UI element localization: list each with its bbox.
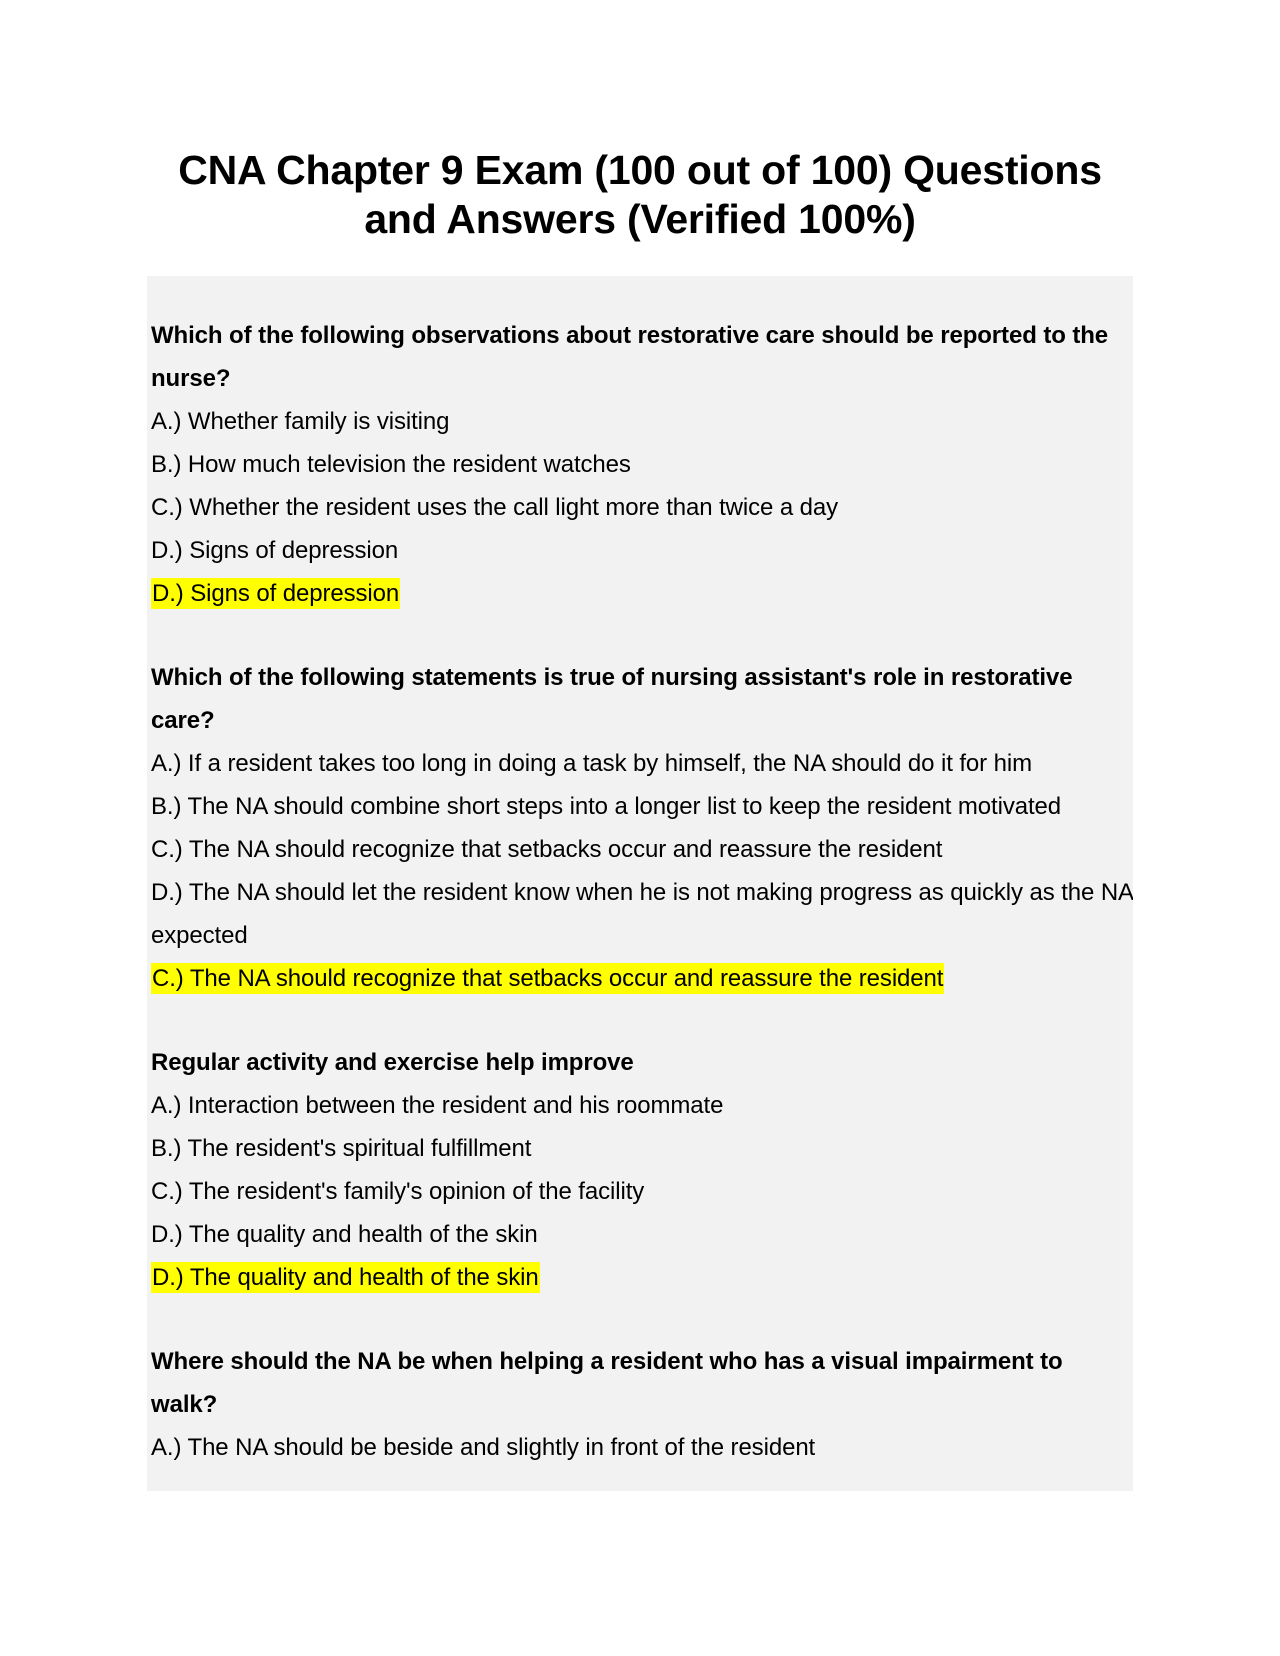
- answer-highlight: D.) The quality and health of the skin: [152, 1264, 539, 1291]
- question-text: Which of the following statements is true of nursing assistant's role in restorative care?: [151, 664, 1073, 734]
- answer-highlight: D.) Signs of depression: [152, 580, 400, 607]
- question-text: Where should the NA be when helping a resident who has a visual impairment to walk?: [151, 1348, 1063, 1418]
- question-block-1: [151, 314, 1133, 615]
- answer-highlight: C.) The NA should recognize that setbacks occur and reassure the resident: [152, 965, 944, 992]
- option-c: C.) The resident's family's opinion of the facility: [151, 1178, 645, 1205]
- document-title: CNA Chapter 9 Exam (100 out of 100) Questions and Answers (Verified 100%): [178, 147, 1102, 242]
- option-a: A.) If a resident takes too long in doing a task by himself, the NA should do it for him: [151, 750, 1033, 777]
- question-block-4: [151, 1340, 1133, 1469]
- option-a: A.) Interaction between the resident and his roommate: [151, 1092, 724, 1119]
- option-a: A.) The NA should be beside and slightly in front of the resident: [151, 1434, 816, 1461]
- option-b: B.) The resident's spiritual fulfillment: [151, 1135, 532, 1162]
- option-d: D.) The quality and health of the skin: [151, 1221, 538, 1248]
- option-c: C.) Whether the resident uses the call light more than twice a day: [151, 494, 839, 521]
- option-d: D.) The NA should let the resident know when he is not making progress as quickly as the NA expected: [151, 879, 1133, 949]
- option-b: B.) The NA should combine short steps into a longer list to keep the resident motivated: [151, 793, 1062, 820]
- question-block-3: [151, 1041, 1133, 1299]
- option-c: C.) The NA should recognize that setbacks occur and reassure the resident: [151, 836, 943, 863]
- question-text: Regular activity and exercise help improve: [151, 1049, 634, 1076]
- highlighted-answer: [151, 1256, 1133, 1299]
- option-d: D.) Signs of depression: [151, 537, 399, 564]
- question-block-2: [151, 656, 1133, 1000]
- question-text: Which of the following observations about restorative care should be reported to the nurse?: [151, 322, 1109, 392]
- option-b: B.) How much television the resident watches: [151, 451, 631, 478]
- highlighted-answer: [151, 957, 1133, 1000]
- highlighted-answer: [151, 572, 1133, 615]
- option-a: A.) Whether family is visiting: [151, 408, 450, 435]
- qa-section: [147, 276, 1133, 1491]
